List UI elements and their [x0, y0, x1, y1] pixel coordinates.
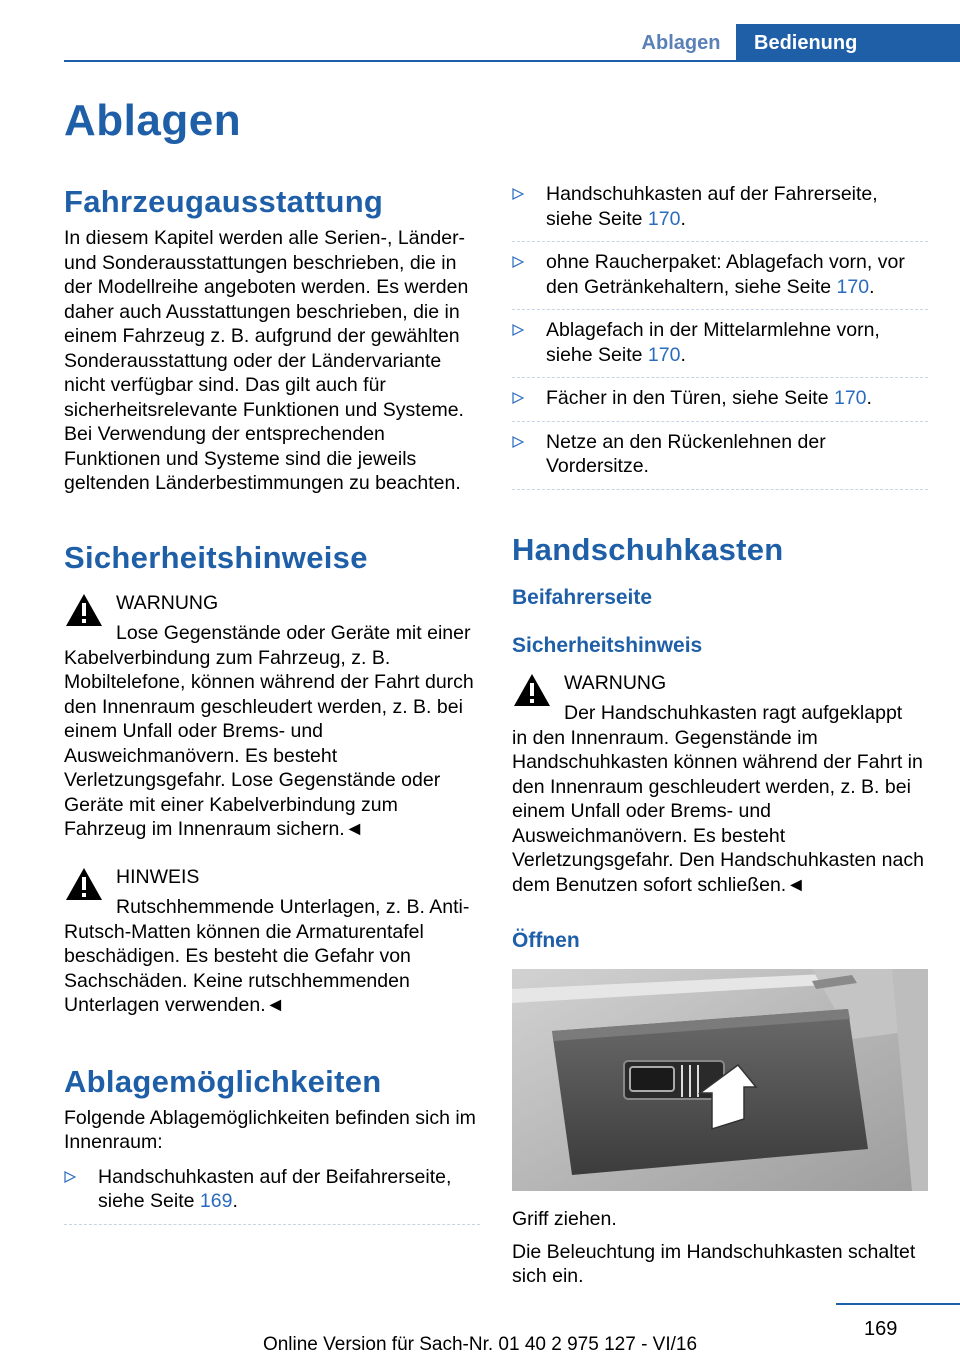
page-reference-link[interactable]: 169 — [199, 1190, 233, 1212]
bullet-triangle-icon — [64, 1171, 76, 1183]
list-item-text: ohne Raucherpaket: Ablagefach vorn, vor den Getränkehaltern, siehe Seite — [546, 251, 905, 298]
warning-triangle-icon — [512, 672, 552, 708]
bullet-triangle-icon — [512, 256, 524, 268]
warning-block — [512, 670, 928, 898]
notice-label: HINWEIS — [116, 865, 200, 888]
list-item-tail: . — [869, 275, 875, 298]
notice-text: Rutsch-Matten können die Armaturentafel beschädigen. Es besteht die Gefahr von Sachschäden. Keine rutschhemmenden Unterlagen verwenden.◄ — [64, 920, 424, 1016]
notice-block — [64, 864, 480, 1018]
page-reference-link[interactable]: 170 — [836, 275, 870, 298]
list-item — [512, 386, 928, 422]
storage-list-right — [512, 182, 928, 490]
list-item — [512, 430, 928, 490]
right-column — [512, 182, 928, 1289]
section-title-fahrzeugausstattung: Fahrzeugausstattung — [64, 184, 384, 219]
list-item-tail: . — [680, 207, 686, 230]
subheading-sicherheitshinweis: Sicherheitshinweis — [512, 633, 703, 657]
warning-label: WARNUNG — [116, 591, 219, 614]
storage-list-left — [64, 1165, 480, 1225]
section-title-sicherheitshinweise: Sicherheitshinweise — [64, 539, 368, 575]
instruction-pull-handle: Griff ziehen. — [512, 1208, 617, 1230]
ablagemoeglichkeiten-text: Folgende Ablagemöglichkeiten befinden sich im Innenraum: — [64, 1106, 476, 1153]
bullet-triangle-icon — [512, 392, 524, 404]
warning-label: WARNUNG — [564, 671, 667, 694]
warning-triangle-icon — [64, 866, 104, 902]
footer-online-version: Online Version für Sach-Nr. 01 40 2 975 127 - VI/16 — [262, 1334, 698, 1355]
list-item — [64, 1165, 480, 1225]
page-reference-link[interactable]: 170 — [833, 387, 867, 409]
fahrzeugausstattung-text: In diesem Kapitel werden alle Serien-, Länder- und Sonderausstattungen beschrieben, die in der Modellreihe angeboten werden. Es werden daher auch Ausstattungen beschrieben, die in einem Fahrzeug z. B. aufgrund der gewählten Sonderausstattung oder der Ländervariante nicht verfügbar sind. Das gilt auch für sicherheitsrelevante Funktionen und Systeme. Bei Verwendung der entsprechenden Funktionen und Systeme sind die jeweils geltenden Länderbestimmungen zu beachten. — [64, 227, 469, 494]
section-title-ablagemoeglichkeiten: Ablagemöglichkeiten — [64, 1063, 382, 1099]
section-title-handschuhkasten: Handschuhkasten — [512, 531, 784, 567]
notice-first-line: Rutschhemmende Unterlagen, z. B. Anti- — [116, 895, 470, 918]
warning-triangle-icon — [64, 592, 104, 628]
warning-block — [64, 590, 480, 842]
list-item-text: Netze an den Rückenlehnen der Vordersitze. — [546, 430, 826, 477]
header-rule — [64, 60, 960, 62]
glovebox-photo — [512, 969, 928, 1191]
list-item-text: Handschuhkasten auf der Fahrerseite, siehe Seite — [546, 183, 878, 230]
footer-rule — [836, 1303, 960, 1305]
list-item — [512, 182, 928, 242]
bullet-triangle-icon — [512, 188, 524, 200]
warning-first-line: Lose Gegenstände oder Geräte mit einer — [116, 621, 471, 644]
warning-text: in den Innenraum. Gegenstände im Handschuhkasten können während der Fahrt in den Innenraum geschleudert werden, z. B. bei einem Unfall oder Brems- und Ausweichmanövern. Es besteht Verletzungsgefahr. Den Handschuhkasten nach dem Benutzen sofort schließen.◄ — [512, 726, 924, 896]
list-item-text: Ablagefach in der Mittelarmlehne vorn, siehe Seite — [546, 319, 880, 366]
page-title: Ablagen — [64, 96, 242, 145]
bullet-triangle-icon — [512, 436, 524, 448]
page-reference-link[interactable]: 170 — [647, 343, 681, 366]
list-item-tail: . — [232, 1190, 238, 1212]
page-reference-link[interactable]: 170 — [647, 207, 681, 230]
instruction-lighting: Die Beleuchtung im Handschuhkasten schaltet sich ein. — [512, 1240, 916, 1287]
list-item — [512, 250, 928, 310]
list-item-tail: . — [866, 387, 872, 409]
list-item — [512, 318, 928, 378]
bullet-triangle-icon — [512, 324, 524, 336]
header-section-tab[interactable]: Ablagen — [641, 32, 721, 54]
page-number: 169 — [864, 1318, 898, 1340]
list-item-tail: . — [680, 343, 686, 366]
list-item-text: Handschuhkasten auf der Beifahrerseite, siehe Seite — [98, 1165, 452, 1212]
list-item-text: Fächer in den Türen, siehe Seite — [546, 387, 834, 409]
warning-first-line: Der Handschuhkasten ragt aufgeklappt — [564, 701, 903, 724]
header-chapter-tab[interactable]: Bedienung — [736, 24, 960, 62]
warning-text: Kabelverbindung zum Fahrzeug, z. B. Mobiltelefone, können während der Fahrt durch den Innenraum geschleudert werden, z. B. bei einem Unfall oder Brems- und Ausweichmanövern. Es besteht Verletzungsgefahr. Lose Gegenstände oder Geräte mit einer Kabelverbindung zum Fahrzeug im Innenraum sichern.◄ — [64, 646, 474, 840]
left-column — [64, 182, 480, 1233]
glovebox-illustration — [512, 969, 928, 1191]
subheading-beifahrerseite: Beifahrerseite — [512, 585, 653, 609]
subheading-oeffnen: Öffnen — [512, 929, 580, 952]
